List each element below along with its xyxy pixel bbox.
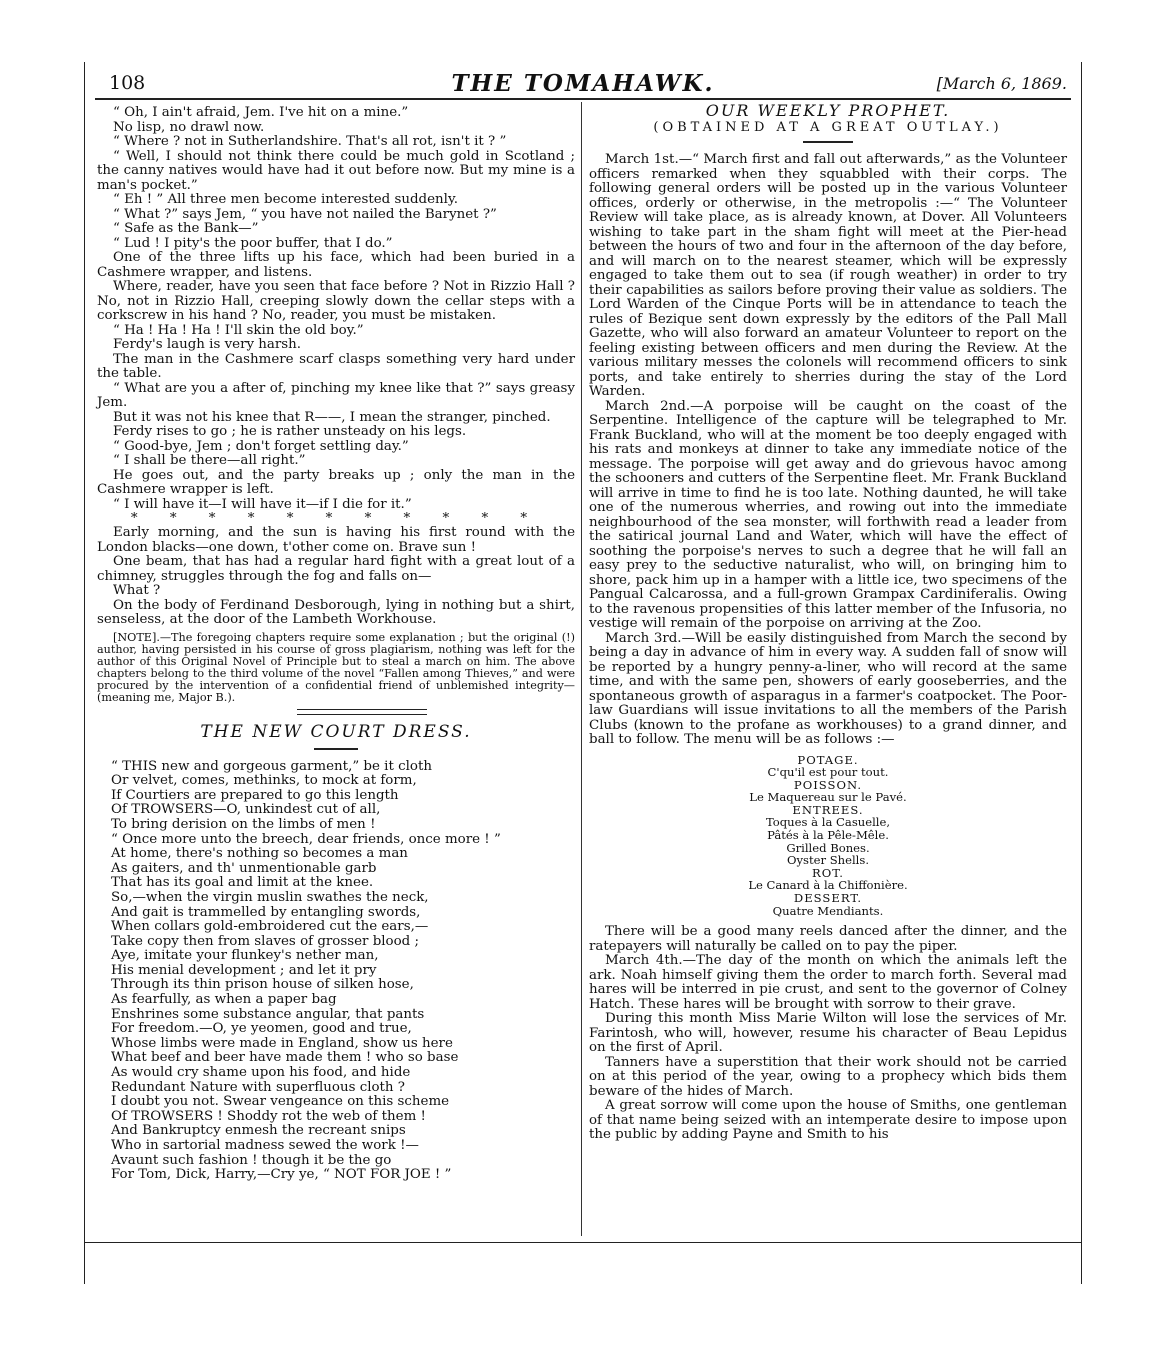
paragraph: Where, reader, have you seen that face before ? Not in Rizzio Hall ? No, not in Rizzio Hall, creeping slowly down the cellar steps with a corkscrew in his hand ? No, reader, you must be mistaken. — [97, 279, 575, 323]
paragraph: One beam, that has had a regular hard fight with a great lout of a chimney, struggles through the fog and falls on— — [97, 554, 575, 584]
poem-line: Who in sartorial madness sewed the work !— — [111, 1138, 419, 1153]
newspaper-page — [84, 62, 1082, 1284]
poem-line: Redundant Nature with superfluous cloth ? — [111, 1079, 405, 1095]
story-text-continued — [97, 526, 575, 628]
paragraph: “ Good-bye, Jem ; don't forget settling day.” — [113, 438, 409, 454]
paragraph: “ Well, I should not think there could be much gold in Scotland ; the canny natives would have had it out before now. But my mine is a man's pocket.” — [97, 148, 575, 193]
paragraph: Early morning, and the sun is having his first round with the London blacks—one down, t'other come on. Brave sun ! — [97, 525, 575, 555]
menu-dish: Pâtés à la Pêle-Mêle. — [767, 828, 889, 843]
poem-line: And Bankruptcy enmesh the recreant snips — [111, 1123, 406, 1139]
poem-line: Or velvet, comes, methinks, to mock at form, — [111, 773, 417, 789]
menu-dish: Le Maquereau sur le Pavé. — [749, 790, 907, 805]
right-column — [589, 101, 1067, 1143]
header-rule — [95, 98, 1071, 100]
poem-line: That has its goal and limit at the knee. — [111, 875, 374, 891]
poem-line: “ Once more unto the breech, dear friends, once more ! ” — [111, 831, 501, 847]
poem-line: And gait is trammelled by entangling swords, — [111, 904, 421, 920]
menu-course-heading: ENTREES. — [792, 802, 864, 817]
menu-course-heading: ROT. — [812, 865, 844, 880]
paragraph: March 3rd.—Will be easily distinguished from March the second by being a day in advance of him in every way. A sudden fall of snow will be reported by a hungry penny-a-liner, who will record at the same time, and with the same pen, showers of early gooseberries, and the spontaneous growth of asparagus in a farmer's coatpocket. The Poor-law Guardians will issue invitations to all the members of the Parish Clubs (known to the profane as workhouses) to a grand dinner, and ball to follow. The menu will be as follows :— — [589, 630, 1067, 747]
poem-line: When collars gold-embroidered cut the ears,— — [111, 919, 429, 935]
paragraph: “ Safe as the Bank—” — [113, 221, 259, 236]
poem-line: If Courtiers are prepared to go this length — [111, 787, 399, 803]
menu-dish: Grilled Bones. — [786, 840, 870, 855]
menu-course-heading: POTAGE. — [797, 752, 859, 767]
menu-course-heading: POISSON. — [793, 777, 863, 792]
footer-rule — [85, 1242, 1081, 1243]
menu-course-heading: DESSERT. — [793, 891, 863, 906]
paragraph: “ I shall be there—all right.” — [113, 453, 306, 468]
paragraph: “ Where ? not in Sutherlandshire. That's all rot, isn't it ? ” — [113, 134, 507, 149]
paragraph: “ Ha ! Ha ! Ha ! I'll skin the old boy.” — [113, 322, 364, 338]
title-rule — [803, 141, 853, 143]
paragraph: Tanners have a superstition that their work should not be carried on at this period of the year, owing to a prophecy which bids them beware of the hides of March. — [589, 1054, 1067, 1099]
paragraph: “ Lud ! I pity's the poor buffer, that I do.” — [113, 235, 393, 251]
menu-dish: C'qu'il est pour tout. — [767, 765, 889, 780]
paragraph: March 1st.—“ March first and fall out afterwards,” as the Volunteer officers remarked when they squabbled with their corps. The following general orders will be posted up in the various Volunteer offices, orderly or otherwise, in the metropolis :—“ The Volunteer Review will take place, as is already known, at Dover. All Volunteers wishing to take part in the sham fight will meet at the Pier-head between the hours of two and four in the afternoon of the day before, and will march on to the nearest steamer, which will be expressly engaged to take them out to sea (if rough weather) in order to try their capabilities as sailors before proving their value as soldiers. The Lord Warden of the Cinque Ports will be in attendance to teach the rules of Bezique sent down expressly by the editors of the Pall Mall Gazette, who will also forward an amateur Volunteer to report on the feeling existing between officers and men during the Review. At the various military messes the colonels will recommend officers to sink ports, and take entirely to sherries during the stay of the Lord Warden. — [589, 152, 1067, 399]
poem-line: Take copy then from slaves of grosser blood ; — [111, 933, 420, 949]
poem-line: Of TROWSERS—O, unkindest cut of all, — [111, 802, 381, 818]
poem-line: As would cry shame upon his food, and hide — [111, 1065, 411, 1081]
prophet-subtitle: (OBTAINED AT A GREAT OUTLAY.) — [653, 119, 1003, 135]
poem-line: For freedom.—O, ye yeomen, good and true, — [111, 1021, 412, 1037]
paragraph: What ? — [113, 583, 161, 598]
title-rule — [314, 748, 358, 750]
prophet-text-continued — [589, 925, 1067, 1143]
page-number: 108 — [109, 72, 146, 94]
poem-line: Through its thin prison house of silken hose, — [111, 977, 414, 993]
paragraph: He goes out, and the party breaks up ; only the man in the Cashmere wrapper is left. — [97, 467, 575, 497]
poem-line: His menial development ; and let it pry — [111, 962, 377, 978]
poem-title: THE NEW COURT DRESS. — [200, 722, 472, 743]
menu-dish: Le Canard à la Chiffonière. — [748, 878, 908, 893]
paragraph: “ I will have it—I will have it—if I die for it.” — [113, 496, 412, 512]
poem-line: To bring derision on the limbs of men ! — [111, 816, 376, 832]
poem-line: Of TROWSERS ! Shoddy rot the web of them ! — [111, 1108, 426, 1124]
paragraph: “ Oh, I ain't afraid, Jem. I've hit on a mine.” — [113, 105, 409, 120]
paragraph: “ What are you a after of, pinching my knee like that ?” says greasy Jem. — [97, 380, 575, 410]
dinner-menu — [589, 754, 1067, 918]
poem-line: “ THIS new and gorgeous garment,” be it cloth — [111, 758, 432, 774]
prophet-title: OUR WEEKLY PROPHET. — [705, 101, 951, 120]
paragraph: “ What ?” says Jem, “ you have not nailed the Barynet ?” — [113, 206, 497, 222]
paragraph: Ferdy rises to go ; he is rather unsteady on his legs. — [113, 424, 467, 439]
paragraph: March 4th.—The day of the month on which the animals left the ark. Noah himself giving them the order to march forth. Several mad hares will be interred in pie crust, and sent to the governor of Colney Hatch. These hares will be brought with sorrow to their grave. — [589, 953, 1067, 1012]
poem — [97, 760, 575, 1183]
paragraph: On the body of Ferdinand Desborough, lying in nothing but a shirt, senseless, at the door of the Lambeth Workhouse. — [97, 597, 575, 627]
poem-line: I doubt you not. Swear vengeance on this scheme — [111, 1094, 450, 1110]
poem-line: For Tom, Dick, Harry,—Cry ye, “ NOT FOR JOE ! ” — [111, 1167, 452, 1183]
poem-line: As fearfully, as when a paper bag — [111, 992, 337, 1008]
paragraph: But it was not his knee that R——, I mean the stranger, pinched. — [113, 409, 551, 425]
poem-line: Avaunt such fashion ! though it be the go — [111, 1152, 392, 1168]
masthead-title: THE TOMAHAWK. — [451, 70, 715, 97]
paragraph: March 2nd.—A porpoise will be caught on the coast of the Serpentine. Intelligence of the capture will be telegraphed to Mr. Frank Buckland, who will at the moment be too deeply engaged with his rats and monkeys at dinner to take any immediate notice of the message. The porpoise will get away and do grievous havoc among the schooners and cutters of the Serpentine fleet. Mr. Frank Buckland will arrive in time to find he is too late. Nothing daunted, he will take one of the numerous wherries, and rowing out into the immediate neighbourhood of the sea monster, will forthwith read a leader from the satirical journal Land and Water, which will have the effect of soothing the porpoise's nerves to such a degree that he will fall an easy prey to the seductive naturalist, who will, on bringing him to shore, pack him up in a hamper with a little ice, two specimens of the Pangual Calcarossa, and a full-grown Grampax Cardiniferalis. Owing to the ravenous propensities of this latter member of the Infusoria, no vestige will remain of the porpoise on arriving at the Zoo. — [589, 398, 1067, 631]
paragraph: Ferdy's laugh is very harsh. — [113, 337, 302, 352]
poem-line: At home, there's nothing so becomes a man — [111, 846, 408, 862]
poem-line: Whose limbs were made in England, show us here — [111, 1035, 453, 1051]
prophet-text — [589, 153, 1067, 748]
menu-dish: Toques à la Casuelle, — [765, 815, 891, 830]
paragraph: No lisp, no drawl now. — [113, 119, 265, 135]
paragraph: There will be a good many reels danced after the dinner, and the ratepayers will naturally be called on to pay the piper. — [589, 924, 1067, 954]
poem-line: So,—when the virgin muslin swathes the neck, — [111, 889, 429, 905]
paragraph: A great sorrow will come upon the house of Smiths, one gentleman of that name being seized with an intemperate desire to impose upon the public by adding Payne and Smith to his — [589, 1098, 1067, 1143]
section-stars: * * * * * * * * * * * — [130, 511, 542, 526]
paragraph: “ Eh ! ” All three men become interested suddenly. — [113, 192, 458, 207]
poem-line: Enshrines some substance angular, that pants — [111, 1006, 425, 1022]
paragraph: The man in the Cashmere scarf clasps something very hard under the table. — [97, 351, 575, 381]
menu-dish: Quatre Mendiants. — [772, 903, 884, 918]
page-header — [85, 70, 1081, 96]
menu-dish: Oyster Shells. — [786, 853, 870, 868]
issue-date: [March 6, 1869. — [936, 74, 1067, 93]
paragraph: One of the three lifts up his face, which had been buried in a Cashmere wrapper, and listens. — [97, 250, 575, 280]
poem-line: What beef and beer have made them ! who so base — [111, 1050, 459, 1066]
left-column — [97, 106, 575, 1183]
paragraph: During this month Miss Marie Wilton will lose the services of Mr. Farintosh, who will, however, resume his character of Beau Lepidus on the first of April. — [589, 1011, 1067, 1056]
editor-note: [NOTE].—The foregoing chapters require some explanation ; but the original (!) author, having persisted in his course of gross plagiarism, nothing was left for the author of this Original Novel of Principle but to steal a march on him. The above chapters belong to the third volume of the novel “Fallen among Thieves,” and were procured by the intervention of a confidential friend of unblemished integrity—(meaning me, Major B.). — [97, 630, 575, 704]
column-divider — [581, 102, 582, 1236]
story-text — [97, 106, 575, 512]
double-rule — [297, 709, 427, 715]
poem-line: As gaiters, and th' unmentionable garb — [111, 860, 377, 876]
poem-line: Aye, imitate your flunkey's nether man, — [111, 948, 379, 964]
